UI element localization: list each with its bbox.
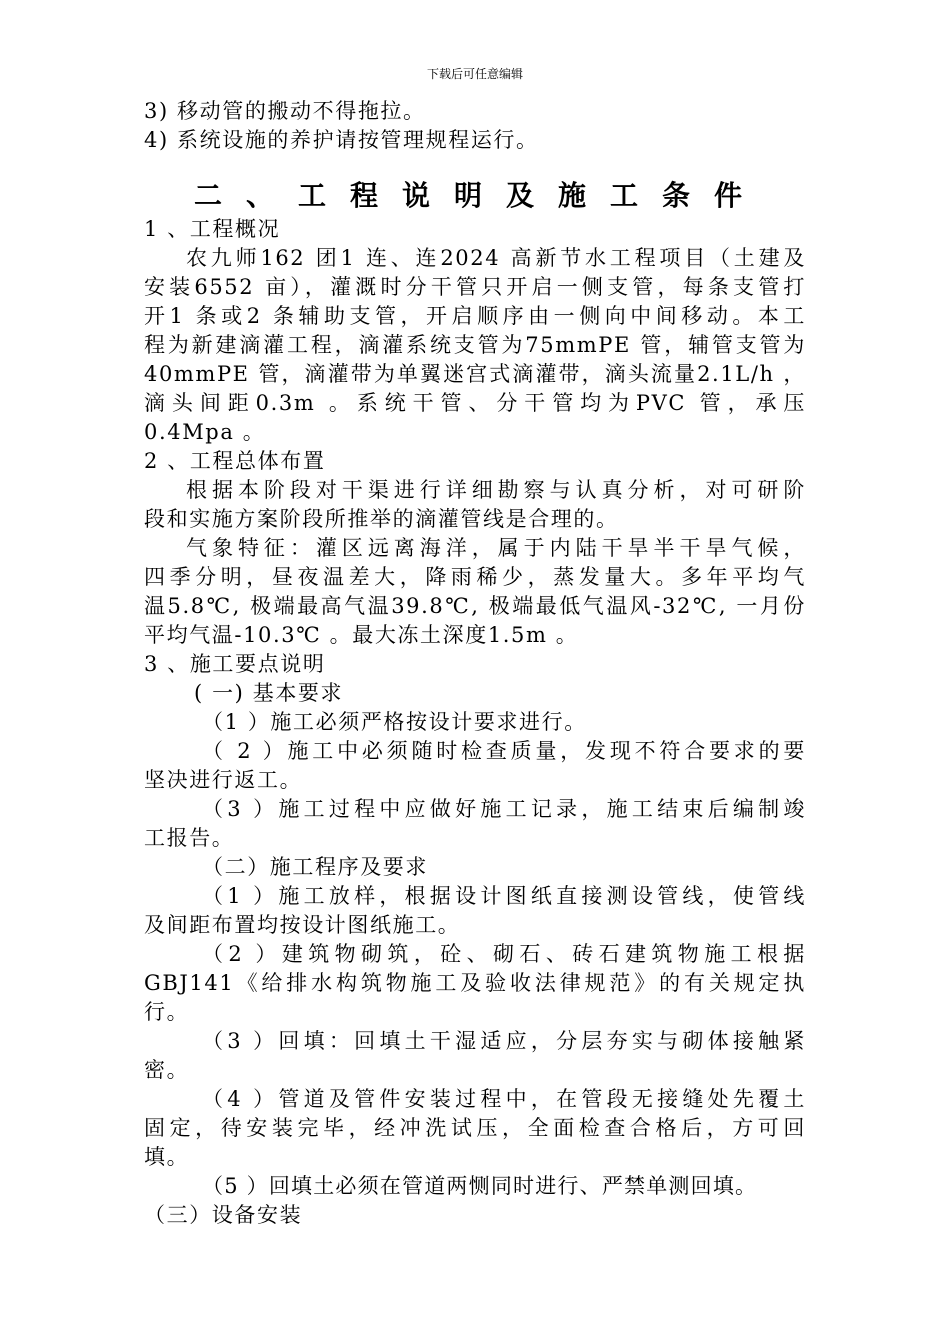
section2-paragraph-line: 气象特征：灌区远离海洋，属于内陆干旱半干旱气候， xyxy=(186,536,806,560)
subsection2-line: 密。 xyxy=(144,1058,190,1082)
subsection2-line: （3 ）回填：回填土干湿适应，分层夯实与砌体接触紧 xyxy=(202,1029,806,1053)
section1-paragraph-line: 0.4Mpa 。 xyxy=(144,420,266,444)
section2-paragraph-line: 段和实施方案阶段所推举的滴灌管线是合理的。 xyxy=(144,507,619,531)
document-body xyxy=(144,97,824,1230)
subsection1-line: （3 ）施工过程中应做好施工记录，施工结束后编制竣 xyxy=(202,797,806,821)
section1-paragraph-line: 安装6552 亩），灌溉时分干管只开启一侧支管，每条支管打 xyxy=(144,275,806,299)
subsection3-heading: （三）设备安装 xyxy=(144,1203,303,1227)
subsection2-line: 填。 xyxy=(144,1145,190,1169)
section1-paragraph-line: 农九师162 团1 连、连2024 高新节水工程项目（土建及 xyxy=(186,246,806,270)
subsection1-line: （ 2 ）施工中必须随时检查质量，发现不符合要求的要 xyxy=(202,739,806,763)
subsection2-line: 行。 xyxy=(144,1000,190,1024)
section2-paragraph-line: 温5.8℃, 极端最高气温39.8℃, 极端最低气温风-32℃, 一月份 xyxy=(144,594,806,618)
subsection2-line: GBJ141《给排水构筑物施工及验收法律规范》的有关规定执 xyxy=(144,971,806,995)
subsection1-heading: ( 一) 基本要求 xyxy=(194,681,344,705)
section1-paragraph-line: 滴头间距0.3m 。系统干管、分干管均为PVC 管，承压 xyxy=(144,391,806,415)
page-header: 下载后可任意编辑 xyxy=(426,67,523,81)
subsection2-line: （1 ）施工放样，根据设计图纸直接测设管线，使管线 xyxy=(202,884,806,908)
subsection2-heading: （二）施工程序及要求 xyxy=(202,855,428,879)
subsection1-line: 坚决进行返工。 xyxy=(144,768,303,792)
subsection2-line: （5 ）回填土必须在管道两恻同时进行、严禁单测回填。 xyxy=(202,1174,758,1198)
subsection2-line: （2 ）建筑物砌筑，砼、砌石、砖石建筑物施工根据 xyxy=(202,942,806,966)
section2-heading: 2 、工程总体布置 xyxy=(144,449,326,473)
section2-paragraph-line: 根据本阶段对干渠进行详细勘察与认真分析，对可研阶 xyxy=(186,478,806,502)
section2-paragraph-line: 平均气温-10.3℃ 。最大冻土深度1.5m 。 xyxy=(144,623,579,647)
intro-line-3: 3) 移动管的搬动不得拖拉。 xyxy=(144,99,426,123)
subsection1-line: 工报告。 xyxy=(144,826,235,850)
section2-paragraph-line: 四季分明，昼夜温差大，降雨稀少，蒸发量大。多年平均气 xyxy=(144,565,806,589)
section-title: 二、工程说明及施工条件 xyxy=(194,179,767,212)
section1-paragraph-line: 40mmPE 管，滴灌带为单翼迷宫式滴灌带，滴头流量2.1L/h ， xyxy=(144,362,806,386)
section1-paragraph-line: 开1 条或2 条辅助支管，开启顺序由一侧向中间移动。本工 xyxy=(144,304,806,328)
subsection2-line: 固定，待安装完毕，经冲洗试压，全面检查合格后，方可回 xyxy=(144,1116,806,1140)
subsection2-line: （4 ）管道及管件安装过程中，在管段无接缝处先覆土 xyxy=(202,1087,806,1111)
intro-line-4: 4) 系统设施的养护请按管理规程运行。 xyxy=(144,128,539,152)
subsection2-line: 及间距布置均按设计图纸施工。 xyxy=(144,913,461,937)
section1-paragraph-line: 程为新建滴灌工程，滴灌系统支管为75mmPE 管，辅管支管为 xyxy=(144,333,806,357)
section3-heading: 3 、施工要点说明 xyxy=(144,652,326,676)
subsection1-line: （1 ）施工必须严格按设计要求进行。 xyxy=(202,710,587,734)
section1-heading: 1 、工程概况 xyxy=(144,217,281,241)
